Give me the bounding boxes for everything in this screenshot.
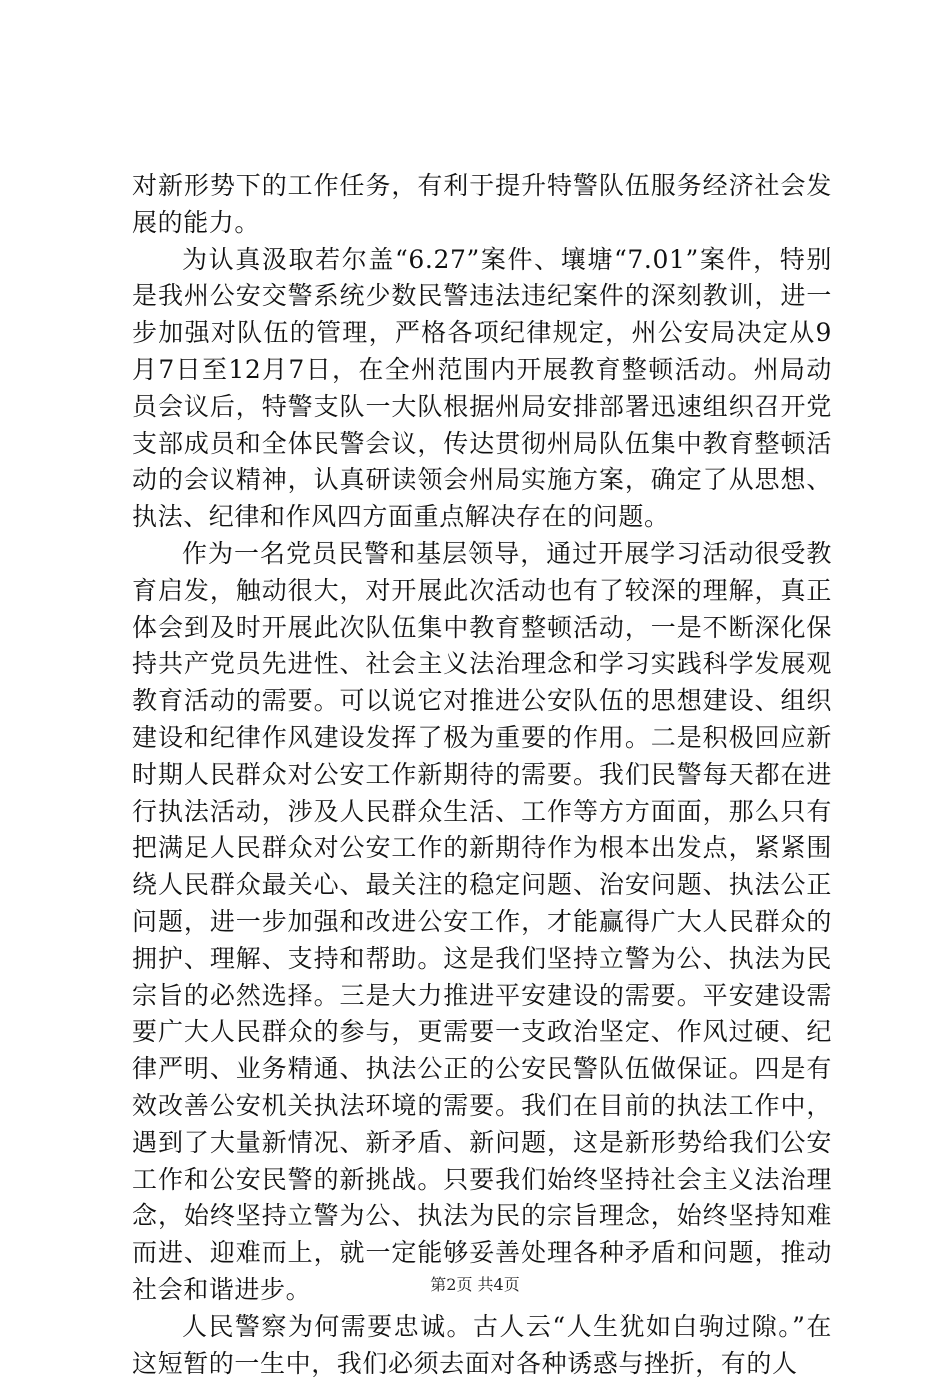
paragraph-2: 为认真汲取若尔盖“6.27”案件、壤塘“7.01”案件，特别是我州公安交警系统少数民警违法违纪案件的深刻教训，进一步加强对队伍的管理，严格各项纪律规定，州公安局决定从9月7日至12月7日，在全州范围内开展教育整顿活动。州局动员会议后，特警支队一大队根据州局安排部署迅速组织召开党支部成员和全体民警会议，传达贯彻州局队伍集中教育整顿活动的会议精神，认真研读领会州局实施方案，确定了从思想、执法、纪律和作风四方面重点解决存在的问题。 <box>132 244 832 532</box>
page-number-footer: 第2页 共4页 <box>430 1275 520 1294</box>
paragraph-4: 人民警察为何需要忠诚。古人云“人生犹如白驹过隙。”在这短暂的一生中，我们必须去面对各种诱惑与挫折，有的人 <box>132 1311 832 1378</box>
paragraph-3: 作为一名党员民警和基层领导，通过开展学习活动很受教育启发，触动很大，对开展此次活动也有了较深的理解，真正体会到及时开展此次队伍集中教育整顿活动，一是不断深化保持共产党员先进性、社会主义法治理念和学习实践科学发展观教育活动的需要。可以说它对推进公安队伍的思想建设、组织建设和纪律作风建设发挥了极为重要的作用。二是积极回应新时期人民群众对公安工作新期待的需要。我们民警每天都在进行执法活动，涉及人民群众生活、工作等方方面面，那么只有把满足人民群众对公安工作的新期待作为根本出发点，紧紧围绕人民群众最关心、最关注的稳定问题、治安问题、执法公正问题，进一步加强和改进公安工作，才能赢得广大人民群众的拥护、理解、支持和帮助。这是我们坚持立警为公、执法为民宗旨的必然选择。三是大力推进平安建设的需要。平安建设需要广大人民群众的参与，更需要一支政治坚定、作风过硬、纪律严明、业务精通、执法公正的公安民警队伍做保证。四是有效改善公安机关执法环境的需要。我们在目前的执法工作中，遇到了大量新情况、新矛盾、新问题，这是新形势给我们公安工作和公安民警的新挑战。只要我们始终坚持社会主义法治理念，始终坚持立警为公、执法为民的宗旨理念，始终坚持知难而进、迎难而上，就一定能够妥善处理各种矛盾和问题，推动社会和谐进步。 <box>132 538 832 1304</box>
paragraph-1: 对新形势下的工作任务，有利于提升特警队伍服务经济社会发展的能力。 <box>132 171 832 237</box>
document-body <box>132 168 832 1382</box>
